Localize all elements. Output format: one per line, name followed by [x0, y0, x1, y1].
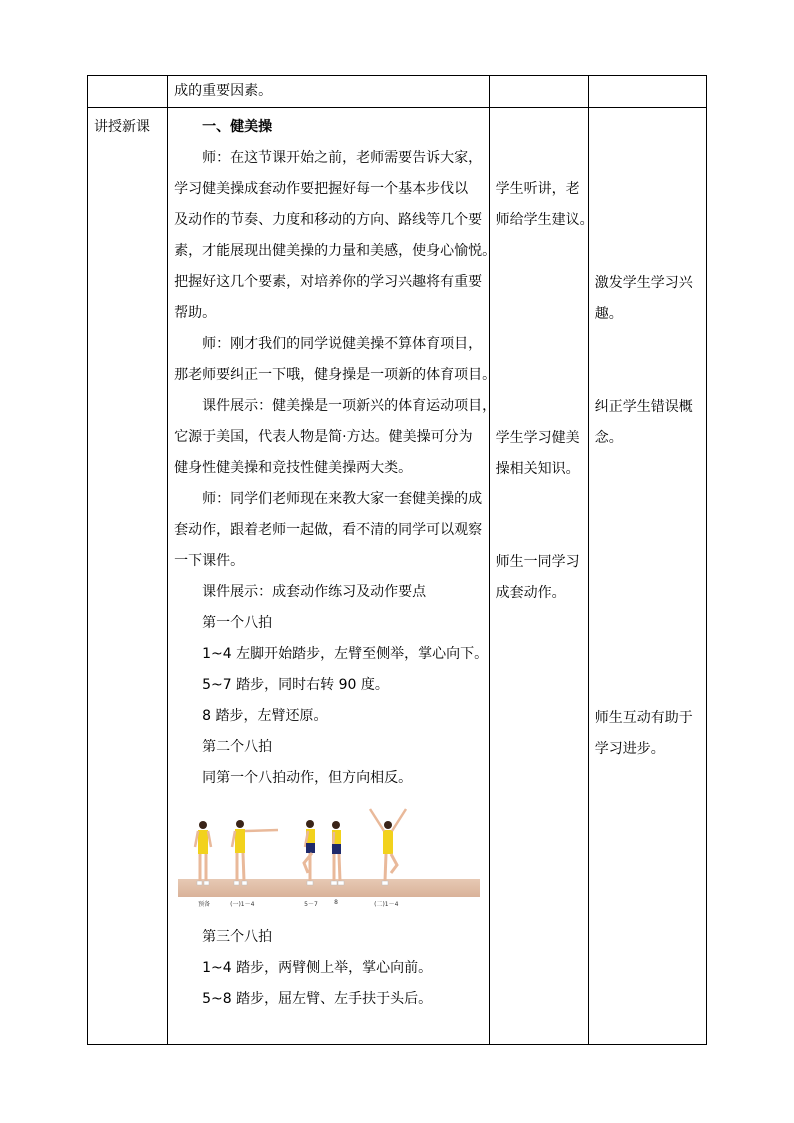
lesson-plan-table — [87, 75, 707, 1045]
cell-student-empty — [489, 76, 588, 108]
content-line: 那老师要纠正一下哦，健身操是一项新的体育项目。 — [174, 367, 497, 383]
content-line: 同第一个八拍动作，但方向相反。 — [202, 770, 413, 786]
content-line: 1~4 踏步，两臂侧上举，掌心向前。 — [202, 960, 433, 976]
content-line: 第三个八拍 — [202, 929, 273, 945]
content-line: 师：刚才我们的同学说健美操不算体育项目， — [202, 336, 483, 352]
content-line: 一下课件。 — [174, 553, 245, 569]
teaching-content-after-figure — [174, 922, 487, 1015]
cell-student-activity — [489, 108, 594, 1045]
content-line: 健身性健美操和竞技性健美操两大类。 — [174, 460, 413, 476]
content-line: 5~8 踏步，屈左臂、左手扶于头后。 — [202, 991, 433, 1007]
continuation-text: 成的重要因素。 — [174, 83, 273, 99]
figure-caption: (二)1－4 — [374, 901, 399, 908]
content-line: 套动作，跟着老师一起做，看不清的同学可以观察 — [174, 522, 483, 538]
figure-side-stand — [331, 821, 344, 885]
figure-turn — [304, 820, 315, 885]
cell-design-intent — [588, 108, 706, 1045]
stage-label: 讲授新课 — [94, 119, 150, 135]
student-activity-2: 学生学习健美 操相关知识。 — [495, 430, 580, 477]
content-line: 第一个八拍 — [202, 615, 273, 631]
content-line: 师：同学们老师现在来教大家一套健美操的成 — [202, 491, 483, 507]
figure-arm-side — [232, 820, 278, 885]
content-line: 把握好这几个要素，对培养你的学习兴趣将有重要 — [174, 274, 483, 290]
figure-arms-up — [370, 809, 406, 885]
content-line: 学习健美操成套动作要把握好每一个基本步伐以 — [174, 181, 469, 197]
figure-caption: 5－7 — [304, 901, 318, 908]
content-line: 课件展示：成套动作练习及动作要点 — [202, 584, 427, 600]
cell-content-continuation — [168, 76, 490, 108]
content-line: 师：在这节课开始之前，老师需要告诉大家， — [202, 150, 483, 166]
figure-caption: 预备 — [198, 901, 211, 908]
table-row-continuation — [88, 76, 707, 108]
section-heading: 一、健美操 — [202, 119, 273, 135]
student-activity-3: 师生一同学习 成套动作。 — [495, 554, 580, 601]
table-row-new-lesson — [88, 108, 707, 1045]
design-intent-3: 师生互动有助于 学习进步。 — [594, 710, 693, 757]
content-line: 第二个八拍 — [202, 739, 273, 755]
figure-ready — [195, 821, 211, 885]
content-line: 它源于美国，代表人物是简·方达。健美操可分为 — [174, 429, 473, 445]
design-intent-1: 激发学生学习兴 趣。 — [594, 275, 693, 322]
content-line: 8 踏步，左臂还原。 — [202, 708, 328, 724]
content-line: 课件展示：健美操是一项新兴的体育运动项目， — [202, 398, 497, 414]
content-line: 5~7 踏步，同时右转 90 度。 — [202, 677, 389, 693]
teaching-content-text — [174, 112, 497, 794]
cell-teaching-content — [168, 108, 497, 1045]
aerobics-illustration — [178, 803, 480, 911]
content-line: 帮助。 — [174, 305, 217, 321]
cell-intent-empty — [588, 76, 706, 108]
cell-stage-empty — [88, 76, 168, 108]
aerobics-figures-svg — [178, 803, 480, 899]
figure-caption: 8 — [334, 899, 338, 906]
cell-stage — [88, 108, 168, 1045]
student-activity-1: 学生听讲，老 师给学生建议。 — [495, 181, 594, 228]
content-line: 素，才能展现出健美操的力量和美感，使身心愉悦。 — [174, 243, 497, 259]
figure-caption: (一)1－4 — [230, 901, 255, 908]
content-line: 及动作的节奏、力度和移动的方向、路线等几个要 — [174, 212, 483, 228]
design-intent-2: 纠正学生错误概 念。 — [594, 399, 693, 446]
content-line: 1~4 左脚开始踏步，左臂至侧举，掌心向下。 — [202, 646, 489, 662]
